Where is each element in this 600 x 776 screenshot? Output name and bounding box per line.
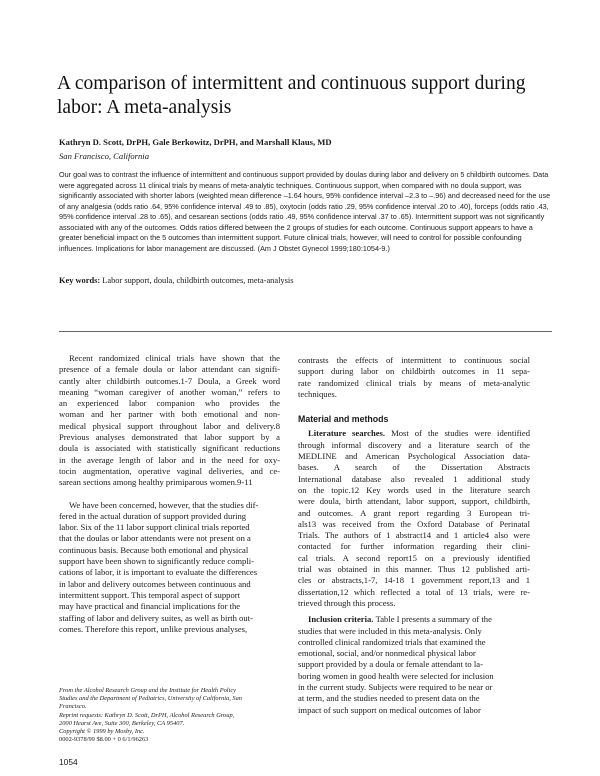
- text-line: support have been shown to significantly reduce compli-: [59, 556, 254, 567]
- author-location: San Francisco, California: [59, 151, 149, 161]
- text-line: International database also revealed 1 additional study: [298, 473, 530, 484]
- text-line: trieved through this process.: [298, 597, 396, 608]
- text-line: meaning “woman caregiver of another woman,” refers to: [59, 386, 280, 397]
- text-line: staffing of labor and delivery suites, as well as birth out-: [59, 612, 253, 623]
- text-line: presence of a female doula or labor attendant can signifi-: [59, 364, 280, 375]
- text-line: MEDLINE and American Psychological Association data-: [298, 451, 530, 462]
- intro-continuation: [298, 355, 530, 400]
- text-line: in the average length of labor and in the need for oxy-: [59, 454, 280, 465]
- text-line: medical physical support throughout labor and delivery.8: [59, 420, 280, 431]
- text-line: at term, and the studies needed to present data on the: [298, 693, 480, 704]
- affiliation-footnote: [59, 687, 280, 744]
- text-line: Previous analyses demonstrated that labor support by a: [59, 432, 280, 443]
- right-column: [298, 355, 530, 716]
- text-line: intermittent support. This temporal aspect of support: [59, 589, 240, 600]
- text-line: contrasts the effects of intermittent to continuous social: [298, 355, 530, 365]
- text-line: impact of such support on medical outcomes of labor: [298, 704, 481, 715]
- literature-searches-label: Literature searches.: [308, 428, 392, 439]
- text-line: support during labor on childbirth outcomes in 11 sepa-: [298, 366, 530, 377]
- text-line: in labor and delivery outcomes between continuous and: [59, 578, 251, 589]
- inclusion-criteria-paragraph: [298, 614, 530, 716]
- footnote-line: From the Alcohol Research Group and the Institute for Health Policy: [59, 687, 237, 694]
- footnote-line: Reprint requests: Kathryn D. Scott, DrPH, Alcohol Research Group,: [59, 711, 235, 719]
- text-line: tocin augmentation, operative vaginal deliveries, and ce-: [59, 465, 280, 476]
- literature-searches-paragraph: [298, 428, 530, 609]
- text-line: dissertation,12 which reflected a total of 13 trials, were re-: [298, 586, 530, 597]
- text-line: that the doulas or labor attendants were not present on a: [59, 533, 251, 544]
- text-line: controlled clinical randomized trials that examined the: [298, 636, 486, 647]
- inclusion-criteria-label: Inclusion criteria.: [308, 614, 376, 625]
- text-line: trial was obtained in this manner. Thus 12 published arti-: [298, 564, 530, 575]
- text-line: Recent randomized clinical trials have shown that the: [69, 353, 280, 363]
- section-heading: Material and methods: [298, 414, 389, 425]
- author-list: Kathryn D. Scott, DrPH, Gale Berkowitz, DrPH, and Marshall Klaus, MD: [59, 137, 332, 147]
- page-number: 1054: [59, 757, 78, 767]
- text-line: labor. Six of the 11 labor support clinical trials reported: [59, 522, 250, 533]
- article-title: A comparison of intermittent and continuous support during labor: A meta-analysis: [57, 73, 526, 118]
- text-line: cantly alter childbirth outcomes.1-7 Doula, a Greek word: [59, 375, 280, 386]
- text-line: through informal discovery and a literature search of the: [298, 439, 530, 450]
- text-line: continuous basis. Because both emotional and physical: [59, 544, 249, 555]
- text-line: boring women in good health were selected for inclusion: [298, 670, 494, 681]
- footnote-meta: 0002-9378/99 $8.00 + 0 6/1/96263: [59, 736, 149, 744]
- text-line: may have practical and financial implications for the: [59, 601, 241, 612]
- footnote-line: Copyright © 1999 by Mosby, Inc.: [59, 728, 145, 736]
- keywords: [59, 276, 552, 285]
- text-line: and outcomes. A grant report regarding 3 European tri-: [298, 507, 530, 518]
- text-line: emotional, social, and/or nonmedical physical labor: [298, 648, 476, 659]
- section-divider: [59, 331, 552, 332]
- text-line: cles or abstracts,1-7, 14-18 1 government report,13 and 1: [298, 575, 530, 586]
- left-column: [59, 353, 280, 635]
- text-line: rate randomized clinical trials by means of meta-analytic: [298, 377, 530, 388]
- text-line: support provided by a doula or female attendant to la-: [298, 659, 483, 670]
- text-line: Trials. The authors of 1 abstract14 and 1 article4 also were: [298, 530, 530, 541]
- text-line: were doula, birth attendant, labor support, support, childbirth,: [298, 496, 530, 507]
- text-line: Literature searches. Most of the studies were identified: [308, 428, 530, 439]
- footnote-line: Studies and the Department of Pediatrics, University of California, San: [59, 695, 243, 703]
- text-line: cations of labor, it is important to evaluate the differences: [59, 567, 258, 578]
- text-line: comes. Therefore this report, unlike previous analyses,: [59, 623, 248, 634]
- abstract: Our goal was to contrast the influence of intermittent and continuous support provided by doulas during labor and delivery on 5 childbirth outcomes. Data were aggregated across 11 clinical trials by means of meta-analytic techniques. Continuous support, when compared with no doula support, was significantly associated with shorter labors (weighted mean difference –1.64 hours, 95% confidence interval –2.3 to –.96) and decreased need for the use of any analgesia (odds ratio .64, 95% confidence interval .49 to .85), oxytocin (odds ratio .29, 95% confidence interval .20 to .40), forceps (odds ratio .43, 95% confidence interval .28 to .65), and cesarean sections (odds ratio .49, 95% confidence interval .37 to .65). Intermittent support was not significantly associated with any of the outcomes. Odds ratios differed between the 2 groups of studies for each outcome. Continuous support appears to have a greater beneficial impact on the 5 outcomes than intermittent support. Future clinical trials, however, will need to control for possible confounding influences. Implications for labor management are discussed. (Am J Obstet Gynecol 1999;180:1054-9.): [59, 170, 551, 253]
- text-line: cal trials. A second report15 on a previously identified: [298, 552, 530, 563]
- concern-paragraph: [59, 500, 280, 636]
- text-line: studies that were included in this meta-analysis. Only: [298, 625, 482, 636]
- keywords-label: Key words:: [59, 276, 101, 285]
- text-line: in the current study. Subjects were required to be near or: [298, 682, 493, 693]
- text-line: doula is associated with statistically significant reductions: [59, 443, 280, 454]
- footnote-line: Francisco.: [59, 703, 87, 711]
- text-line: an experienced labor companion who provides the: [59, 398, 280, 409]
- text-line: bases. A search of the Dissertation Abstracts: [298, 462, 530, 473]
- text-line: fered in the actual duration of support provided during: [59, 510, 247, 521]
- text-line: Inclusion criteria. Table I presents a summary of the: [308, 614, 492, 625]
- intro-paragraph: [59, 353, 280, 489]
- text-line: sarean sections among healthy primiparous women.9-11: [59, 477, 253, 488]
- keywords-text: Labor support, doula, childbirth outcomes, meta-analysis: [102, 276, 294, 285]
- text-line: techniques.: [298, 388, 337, 399]
- footnote-lines: [59, 687, 280, 736]
- text-line: on the topic.12 Key words used in the literature search: [298, 484, 530, 495]
- footnote-line: 2000 Hearst Ave, Suite 300, Berkeley, CA 95407.: [59, 719, 185, 727]
- text-line: als13 was received from the Oxford Database of Perinatal: [298, 518, 530, 529]
- text-line: contacted for further information regarding their clini-: [298, 541, 530, 552]
- text-line: woman and her partner with both emotional and non-: [59, 409, 280, 420]
- text-line: We have been concerned, however, that the studies dif-: [69, 499, 259, 510]
